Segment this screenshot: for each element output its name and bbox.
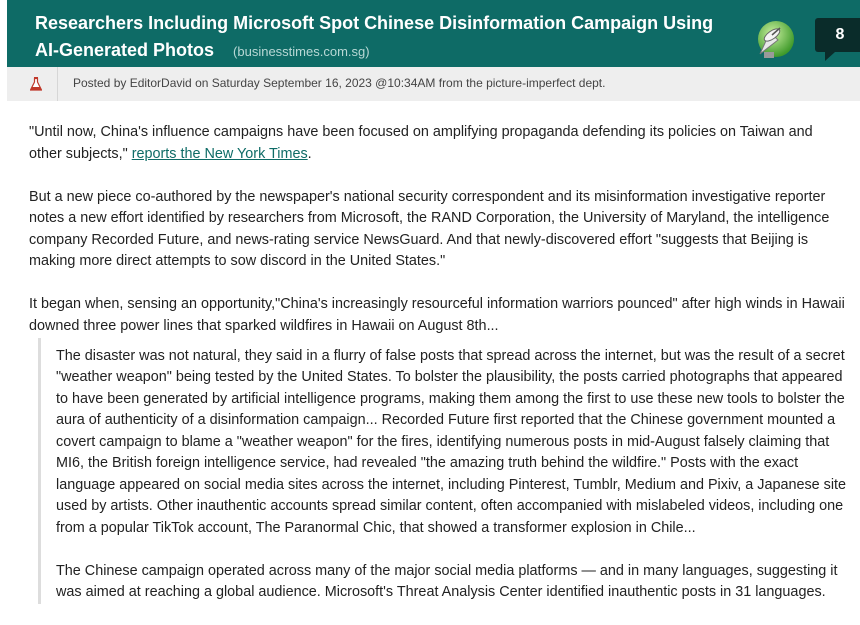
nyt-link[interactable]: reports the New York Times	[131, 145, 308, 162]
paragraph-1-text: "Until now, China's influence campaigns have been focused on amplifying propaganda defending its policies on Taiwan and other subjects,"	[29, 124, 813, 162]
story-source[interactable]: (businesstimes.com.sg)	[233, 44, 370, 59]
story-body	[29, 122, 849, 625]
story-header	[7, 0, 860, 67]
story-title	[35, 10, 735, 65]
quote-block	[38, 338, 849, 604]
story-title-link[interactable]: Researchers Including Microsoft Spot Chinese Disinformation Campaign Using AI-Generated Photos	[35, 13, 714, 60]
story-byline: Posted by EditorDavid on Saturday September 16, 2023 @10:34AM from the picture-imperfect dept.	[73, 76, 606, 90]
paragraph-1	[29, 122, 849, 165]
category-flask-icon[interactable]	[7, 67, 58, 101]
quote-paragraph-2: The Chinese campaign operated across many of the major social media platforms — and in many languages, suggesting it was aimed at reaching a global audience. Microsoft's Threat Analysis Center identified inauthentic posts in 31 languages.	[56, 562, 838, 600]
quote-paragraph-1: The disaster was not natural, they said in a flurry of false posts that spread across the internet, but was the result of a secret "weather weapon" being tested by the United States. To bolster the plausibility, the posts carried photographs that appeared to have been generated by artificial intelligence programs, making them among the first to use these new tools to bolster the aura of authenticity of a disinformation campaign... Recorded Future first reported that the Chinese government mounted a covert campaign to blame a "weather weapon" for the fires, identifying numerous posts in mid-August falsely claiming that MI6, the British foreign intelligence service, had revealed "the amazing truth behind the wildfire." Posts with the exact language appeared on social media sites across the internet, including Pinterest, Tumblr, Medium and Pixiv, a Japanese site used by artists. Other inauthentic accounts spread similar content, often accompanied with mislabeled videos, including one from a popular TikTok account, The Paranormal Chic, that showed a transformer explosion in Chile...	[56, 347, 847, 536]
paragraph-3: It began when, sensing an opportunity,"China's increasingly resourceful information warriors pounced" after high winds in Hawaii downed three power lines that sparked wildfires in Hawaii on August 8th...	[29, 296, 845, 334]
comment-count-badge[interactable]: 8	[815, 18, 860, 52]
story-details-bar	[7, 67, 860, 101]
flask-icon	[30, 77, 42, 91]
paragraph-2: But a new piece co-authored by the newspaper's national security correspondent and its misinformation investigative reporter notes a new effort identified by researchers from Microsoft, the RAND Corporation, the University of Maryland, the intelligence company Recorded Future, and news-rating service NewsGuard. And that newly-discovered effort "suggests that Beijing is making more direct attempts to sow discord in the United States."	[29, 188, 830, 269]
paragraph-1-end: .	[307, 145, 312, 162]
satellite-dish-icon[interactable]	[752, 18, 796, 62]
